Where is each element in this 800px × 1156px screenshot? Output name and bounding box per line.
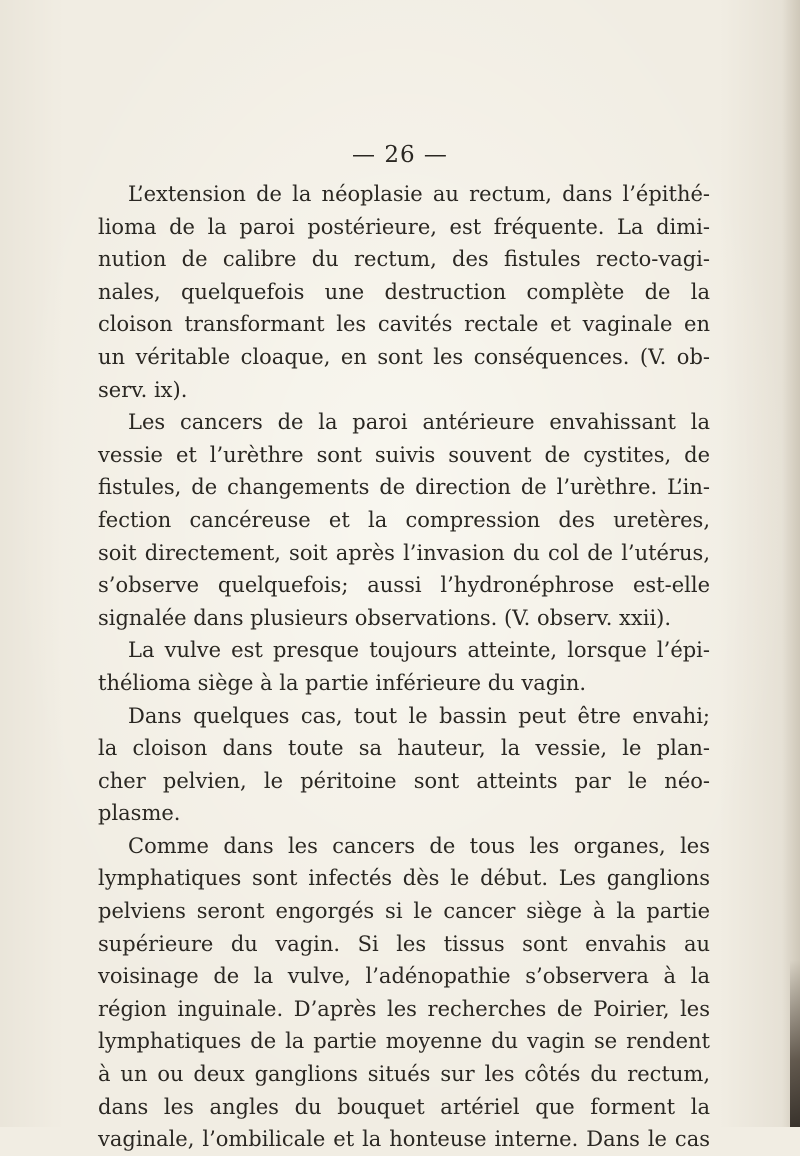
text-line: nales, quelquefois une destruction complète de la — [98, 279, 710, 304]
text-line: L’extension de la néoplasie au rectum, dans l’épithé- — [128, 182, 710, 206]
text-line: pelviens seront engorgés si le cancer siège à la partie — [98, 899, 710, 924]
text-line: lymphatiques sont infectés dès le début. Les ganglions — [98, 866, 710, 891]
text-line: lymphatiques de la partie moyenne du vagin se rendent — [98, 1029, 710, 1054]
text-line: La vulve est presque toujours atteinte, lorsque l’épi- — [128, 638, 710, 663]
text-line: lioma de la paroi postérieure, est fréquente. La dimi- — [98, 214, 710, 239]
text-line: la cloison dans toute sa hauteur, la vessie, le plan- — [98, 736, 710, 761]
text-line: région inguinale. D’après les recherches de Poirier, les — [98, 996, 710, 1021]
text-line: dans les angles du bouquet artériel que forment la — [98, 1094, 710, 1119]
text-line: à un ou deux ganglions situés sur les côtés du rectum, — [98, 1062, 710, 1087]
text-line: thélioma siège à la partie inférieure du vagin. — [98, 670, 587, 695]
body-text — [98, 178, 710, 1156]
text-line: nution de calibre du rectum, des fistules recto-vagi- — [98, 247, 710, 272]
page-number: — 26 — — [352, 142, 448, 168]
text-line: serv. ix). — [98, 377, 188, 402]
text-line: fection cancéreuse et la compression des uretères, — [98, 507, 710, 532]
page-corner-binding — [790, 960, 800, 1127]
text-line: Les cancers de la paroi antérieure envahissant la — [128, 410, 710, 435]
text-line: vaginale, l’ombilicale et la honteuse interne. Dans le cas — [98, 1127, 710, 1152]
text-line: Comme dans les cancers de tous les organes, les — [128, 833, 710, 858]
text-line: soit directement, soit après l’invasion du col de l’utérus, — [98, 540, 710, 565]
text-line: cloison transformant les cavités rectale et vaginale en — [98, 312, 710, 337]
text-line: signalée dans plusieurs observations. (V. observ. xxii). — [98, 605, 672, 630]
text-line: fistules, de changements de direction de l’urèthre. L’in- — [98, 475, 710, 500]
text-line: vessie et l’urèthre sont suivis souvent de cystites, de — [98, 442, 710, 467]
text-line: s’observe quelquefois; aussi l’hydronéphrose est-elle — [98, 573, 710, 598]
text-line: un véritable cloaque, en sont les conséquences. (V. ob- — [98, 344, 710, 369]
text-line: plasme. — [98, 801, 181, 826]
page-edge-shadow — [782, 0, 800, 1127]
text-line: supérieure du vagin. Si les tissus sont envahis au — [98, 931, 710, 956]
text-line: Dans quelques cas, tout le bassin peut être envahi; — [128, 703, 710, 728]
text-line: cher pelvien, le péritoine sont atteints par le néo- — [98, 768, 710, 793]
text-line: voisinage de la vulve, l’adénopathie s’observera à la — [98, 964, 710, 989]
